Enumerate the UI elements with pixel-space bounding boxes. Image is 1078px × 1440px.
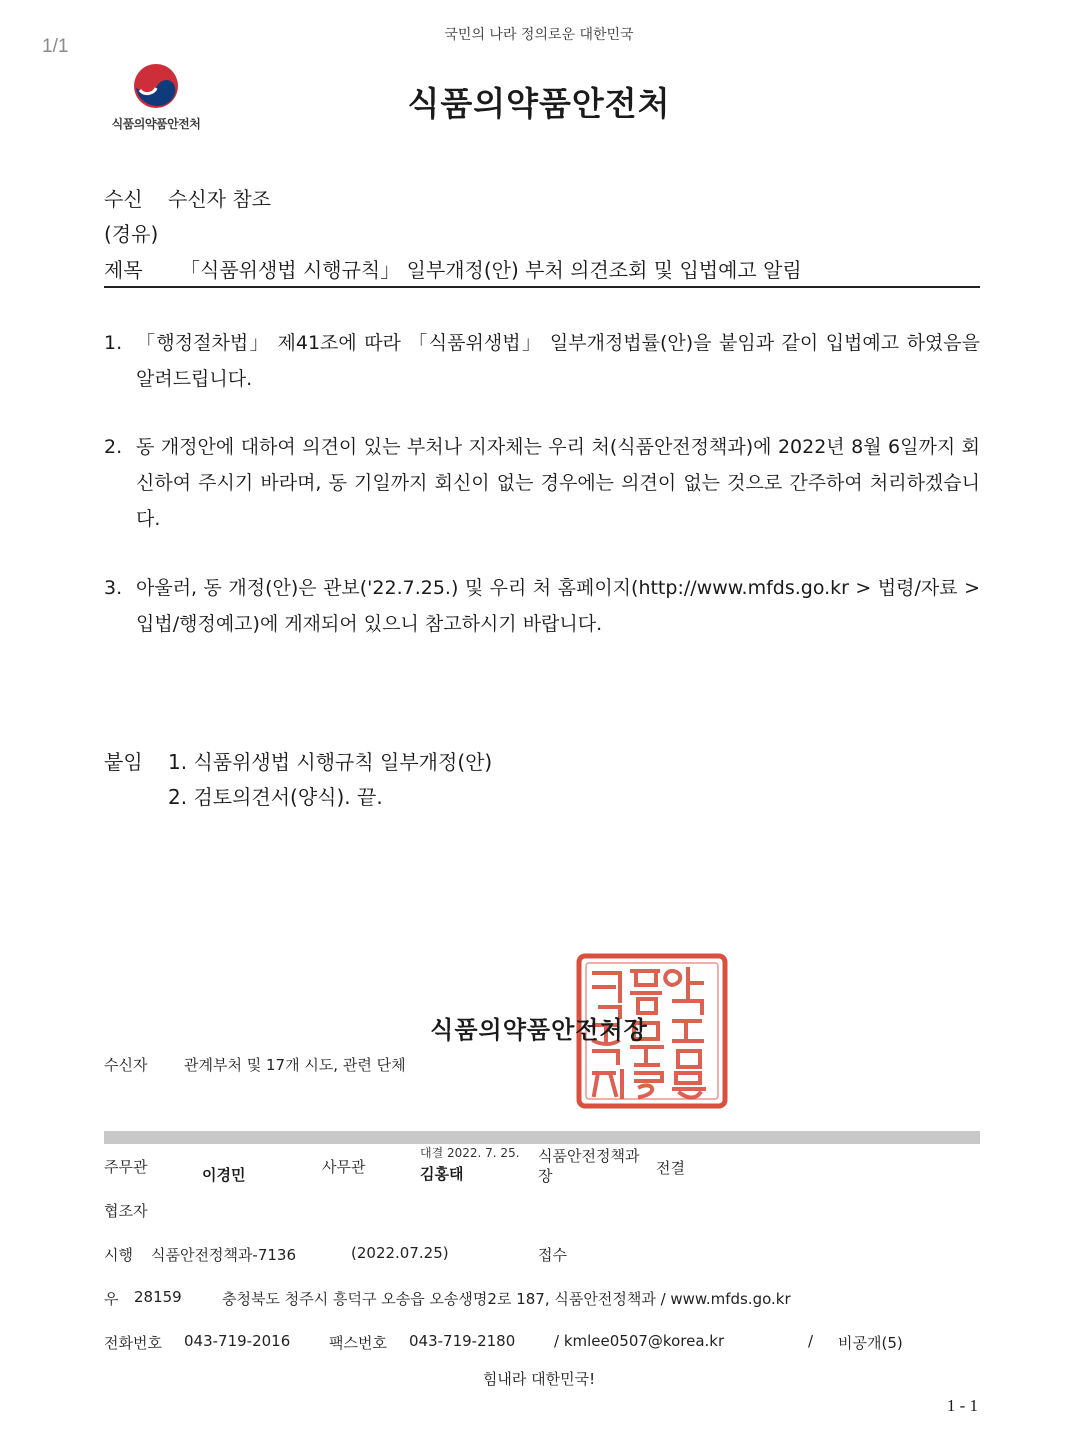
page-counter: 1/1 — [42, 36, 69, 57]
division-head-label: 식품안전정책과장 — [538, 1147, 640, 1185]
footer-motto: 힘내라 대한민국! — [482, 1370, 596, 1388]
paragraph-text: 아울러, 동 개정(안)은 관보('22.7.25.) 및 우리 처 홈페이지(http://www.mfds.go.kr > 법령/자료 > 입법/행정예고)에 게재되어 있으니 참고하시기 바랍니다. — [136, 577, 980, 635]
paragraph-text: 동 개정안에 대하여 의견이 있는 부처나 지자체는 우리 처(식품안전정책과)에 2022년 8월 6일까지 회신하여 주시기 바라며, 동 기일까지 회신이 없는 경우에는 의견이 없는 것으로 간주하여 처리하겠습니다. — [136, 436, 980, 530]
subject-row — [104, 256, 802, 284]
government-slogan: 국민의 나라 정의로운 대한민국 — [444, 27, 634, 43]
attachment-item: 1. 식품위생법 시행규칙 일부개정(안) — [168, 750, 493, 774]
enforcement-label: 시행 — [104, 1246, 133, 1264]
attachment-item: 2. 검토의견서(양식). 끝. — [168, 785, 383, 809]
zip-code: 28159 — [134, 1288, 182, 1306]
attachment-row-1 — [104, 744, 492, 780]
enforcement-code: 식품안전정책과-7136 — [151, 1246, 297, 1264]
recipient-row — [104, 185, 271, 213]
page-number: 1 - 1 — [946, 1396, 978, 1415]
paragraph-3 — [104, 570, 980, 642]
final-approval-label: 전결 — [656, 1159, 685, 1177]
recipients-value: 관계부처 및 17개 시도, 관련 단체 — [184, 1056, 406, 1074]
paragraph-number: 1. — [104, 332, 123, 354]
phone-number: 043-719-2016 — [184, 1332, 291, 1350]
recipient-label: 수신 — [104, 187, 143, 211]
signer-title: 식품의약품안전처장 — [430, 1016, 648, 1044]
address-text: 충청북도 청주시 흥덕구 오송읍 오송생명2로 187, 식품안전정책과 / www.mfds.go.kr — [222, 1290, 791, 1308]
paragraph-1 — [104, 325, 980, 397]
secretary-label: 사무관 — [322, 1158, 366, 1176]
recipient-value: 수신자 참조 — [168, 187, 271, 211]
cooperator-label: 협조자 — [104, 1202, 148, 1220]
receipt-label: 접수 — [538, 1246, 567, 1264]
fax-label: 팩스번호 — [329, 1334, 387, 1352]
attachment-row-2 — [168, 779, 383, 815]
paragraph-number: 2. — [104, 436, 123, 458]
disclosure-status: 비공개(5) — [838, 1334, 903, 1352]
zip-label: 우 — [104, 1290, 119, 1308]
officer-label: 주무관 — [104, 1158, 148, 1176]
secretary-name: 김홍태 — [420, 1165, 464, 1183]
paragraph-2 — [104, 429, 980, 537]
decision-note: 대결 2022. 7. 25. — [420, 1146, 520, 1160]
logo-text: 식품의약품안전처 — [111, 117, 201, 131]
subject-value: 「식품위생법 시행규칙」 일부개정(안) 부처 의견조회 및 입법예고 알림 — [180, 258, 802, 282]
subject-label: 제목 — [104, 258, 143, 282]
paragraph-text: 「행정절차법」 제41조에 따라 「식품위생법」 일부개정법률(안)을 붙임과 같이 입법예고 하였음을 알려드립니다. — [136, 332, 980, 390]
fax-number: 043-719-2180 — [409, 1332, 516, 1350]
via-label: (경유) — [104, 222, 159, 246]
paragraph-number: 3. — [104, 577, 123, 599]
separator: / — [808, 1332, 814, 1350]
header-divider — [104, 286, 980, 288]
agency-title: 식품의약품안전처 — [407, 84, 671, 123]
email-address: / kmlee0507@korea.kr — [554, 1332, 725, 1350]
recipients-label: 수신자 — [104, 1056, 148, 1074]
via-row — [104, 220, 158, 248]
enforcement-date: (2022.07.25) — [351, 1244, 449, 1262]
attachment-label: 붙임 — [104, 750, 143, 774]
approval-divider — [104, 1131, 980, 1144]
phone-label: 전화번호 — [104, 1334, 162, 1352]
officer-name: 이경민 — [202, 1166, 246, 1184]
